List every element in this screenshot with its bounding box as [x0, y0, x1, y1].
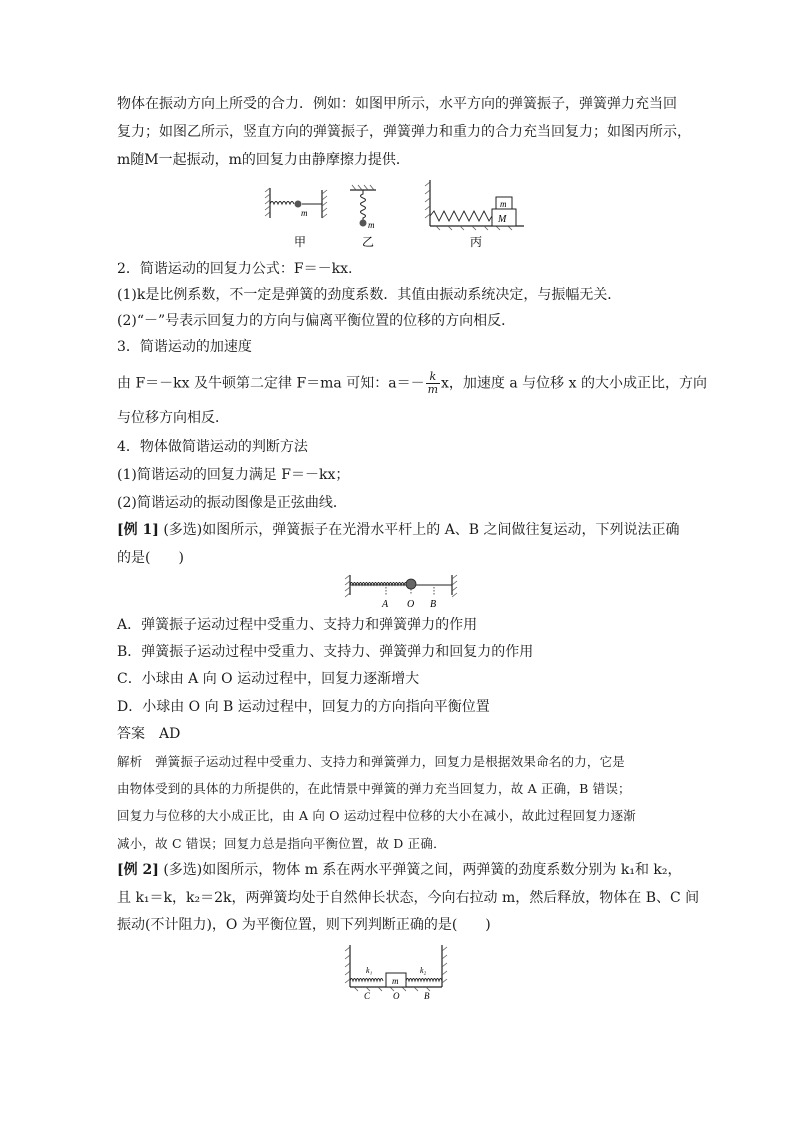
intro-line-3: m随M一起振动，m的回复力由静摩擦力提供． [117, 152, 410, 168]
example2-stem1: (多选)如图所示，物体 m 系在两水平弹簧之间，两弹簧的劲度系数分别为 k₁和 k₂， [163, 862, 682, 878]
ex2-label-O: O [393, 991, 400, 1001]
example2-stem-line3: 振动(不计阻力)，O 为平衡位置，则下列判断正确的是( ) [117, 917, 491, 933]
example2-tag: [例 2] [117, 862, 159, 878]
ex1-label-B: B [430, 599, 437, 610]
section4-title: 4．物体做简谐运动的判断方法 [117, 439, 308, 455]
intro-line-1: 物体在振动方向上所受的合力．例如：如图甲所示，水平方向的弹簧振子，弹簧弹力充当回 [117, 96, 677, 112]
figure-example1 [344, 573, 460, 611]
jia-mass-label: m [301, 208, 308, 218]
ex2-label-k2: k₂ [420, 966, 427, 975]
figure-jia-yi-bing [262, 178, 532, 250]
section3-formula-pre: 由 F＝－kx 及牛顿第二定律 F＝ma 可知：a＝－ [117, 375, 425, 392]
bing-small-mass: m [500, 199, 507, 209]
example1-stem-line2: 的是( ) [117, 550, 184, 566]
diagram-jia [265, 188, 327, 249]
ex1-label-O: O [407, 599, 415, 610]
diagram-bing [425, 180, 524, 249]
example1-option-d: D．小球由 O 向 B 运动过程中，回复力的方向指向平衡位置 [117, 699, 490, 715]
ex2-label-C: C [364, 991, 371, 1001]
fraction-numerator: k [426, 371, 440, 384]
section2-item1: (1)k是比例系数，不一定是弹簧的劲度系数．其值由振动系统决定，与振幅无关． [117, 287, 622, 303]
fraction-denominator: m [427, 383, 439, 396]
section3-line2: 与位移方向相反． [117, 410, 229, 426]
intro-line-2: 复力；如图乙所示，竖直方向的弹簧振子，弹簧弹力和重力的合力充当回复力；如图丙所示， [117, 124, 691, 140]
label-jia: 甲 [294, 235, 307, 249]
example1-answer: 答案 AD [117, 726, 181, 742]
example1-option-a: A．弹簧振子运动过程中受重力、支持力和弹簧弹力的作用 [117, 617, 478, 633]
example1-tag: [例 1] [117, 522, 159, 538]
section3-title: 3．简谐运动的加速度 [117, 339, 252, 355]
ex2-label-m: m [392, 976, 399, 986]
ex2-label-B: B [424, 991, 430, 1001]
example2-stem-line2: 且 k₁＝k，k₂＝2k，两弹簧均处于自然伸长状态，今向右拉动 m，然后释放，物体在 B、C 间 [117, 890, 700, 906]
section4-item2: (2)简谐运动的振动图像是正弦曲线． [117, 495, 347, 511]
section2-item2: (2)“－”号表示回复力的方向与偏离平衡位置的位移的方向相反． [117, 313, 516, 329]
example1-analysis-1: 解析 弹簧振子运动过程中受重力、支持力和弹簧弹力，回复力是根据效果命名的力，它是 [117, 754, 626, 769]
example1-analysis-3: 回复力与位移的大小成正比，由 A 向 O 运动过程中位移的大小在减小，故此过程回复力逐渐 [117, 808, 636, 823]
section4-item1: (1)简谐运动的回复力满足 F＝－kx； [117, 467, 350, 483]
example1-stem1: (多选)如图所示，弹簧振子在光滑水平杆上的 A、B 之间做往复运动，下列说法正确 [163, 522, 680, 538]
label-bing: 丙 [470, 235, 483, 249]
example1-stem-line1 [117, 520, 697, 540]
figure-example2 [344, 943, 448, 1001]
section3-formula-line [117, 370, 707, 396]
bing-big-mass: M [498, 214, 507, 225]
ex1-label-A: A [382, 599, 389, 610]
label-yi: 乙 [362, 235, 375, 249]
fraction-k-over-m [426, 371, 440, 396]
diagram-yi [350, 185, 376, 249]
example1-analysis-2: 由物体受到的具体的力所提供的，在此情景中弹簧的弹力充当回复力，故 A 正确，B 错误； [117, 781, 631, 796]
example1-option-c: C．小球由 A 向 O 运动过程中，回复力逐渐增大 [117, 671, 420, 687]
example1-option-b: B．弹簧振子运动过程中受重力、支持力、弹簧弹力和回复力的作用 [117, 644, 534, 660]
ex2-label-k1: k₁ [366, 966, 373, 975]
example2-stem-line1 [117, 860, 697, 880]
example1-analysis-4: 减小，故 C 错误；回复力总是指向平衡位置，故 D 正确． [117, 836, 446, 851]
section3-formula-post: x，加速度 a 与位移 x 的大小成正比，方向 [441, 375, 707, 392]
yi-mass-label: m [368, 220, 375, 230]
section2-title: 2．简谐运动的回复力公式：F＝－kx. [117, 261, 353, 277]
